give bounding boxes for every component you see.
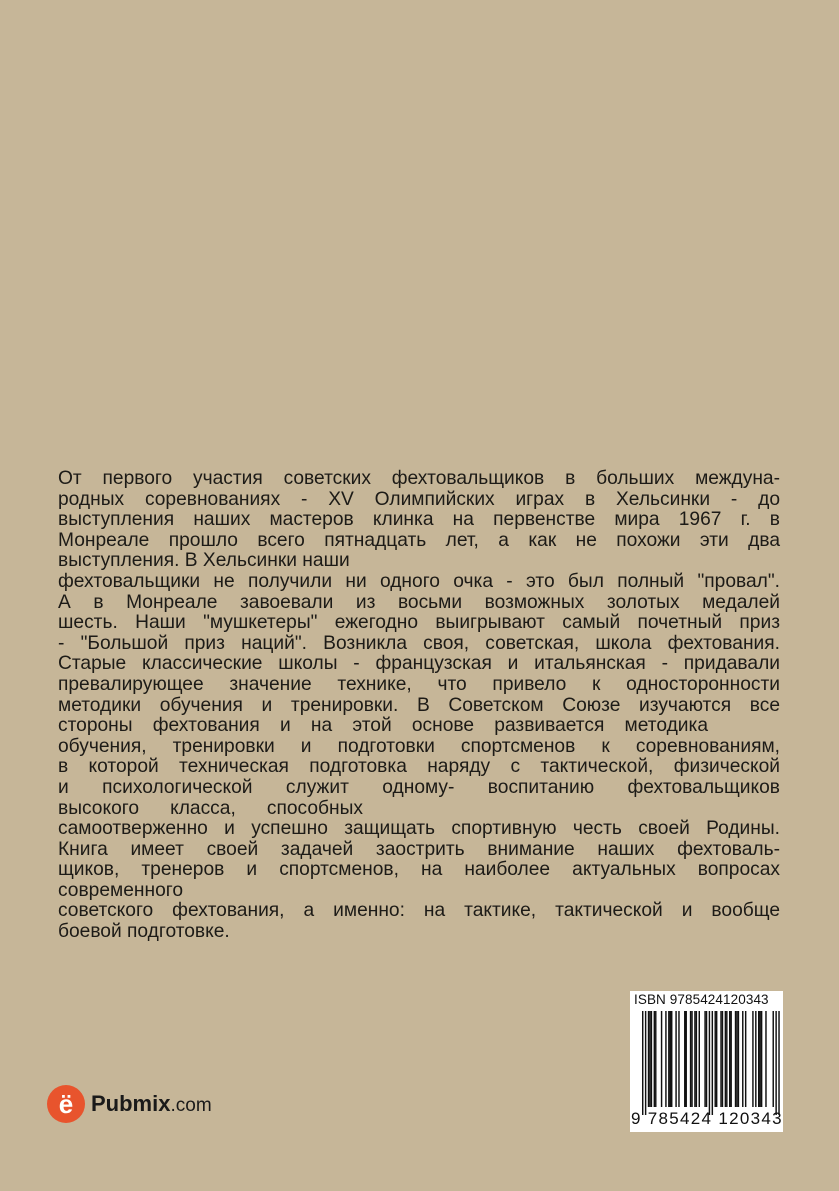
publisher-badge-icon: ё xyxy=(47,1085,85,1123)
blurb-line: Монреале прошло всего пятнадцать лет, а как не похожи эти два xyxy=(58,529,780,551)
blurb-line: в которой техническая подготовка наряду с тактической, физической xyxy=(58,756,780,778)
barcode-bar xyxy=(654,1011,655,1107)
blurb-line: выступления наших мастеров клинка на первенстве мира 1967 г. в xyxy=(58,509,780,531)
isbn-barcode xyxy=(630,991,783,1132)
barcode-bar xyxy=(690,1011,691,1107)
blurb-line: фехтовальщики не получили ни одного очка - это был полный "провал". xyxy=(58,570,780,592)
barcode-bar xyxy=(678,1011,679,1107)
blurb-line: шесть. Наши "мушкетеры" ежегодно выигрывают самый почетный приз xyxy=(58,612,780,634)
barcode-bar xyxy=(694,1011,695,1107)
barcode-bar xyxy=(696,1011,697,1107)
barcode-bar xyxy=(735,1011,736,1107)
publisher-logo xyxy=(47,1085,212,1123)
barcode-bar xyxy=(651,1011,652,1107)
barcode-bar xyxy=(720,1011,721,1107)
barcode-bar xyxy=(665,1011,666,1107)
barcode-bar xyxy=(661,1011,662,1107)
blurb-line: щиков, тренеров и спортсменов, на наиболее актуальных вопросах xyxy=(58,859,780,881)
barcode-bar xyxy=(736,1011,737,1107)
barcode-bar xyxy=(655,1011,656,1107)
barcode-bar xyxy=(686,1011,687,1107)
barcode-bar xyxy=(775,1011,776,1115)
blurb-line: советского фехтования, а именно: на тактике, тактической и вообще xyxy=(58,900,780,922)
barcode-bar xyxy=(755,1011,756,1107)
barcode-bar xyxy=(742,1011,743,1107)
blurb-line: От первого участия советских фехтовальщиков в больших междуна- xyxy=(58,468,780,489)
blurb-line: современного xyxy=(58,879,183,901)
blurb-line: А в Монреале завоевали из восьми возможных золотых медалей xyxy=(58,591,780,613)
blurb-line: методики обучения и тренировки. В Советском Союзе изучаются все xyxy=(58,694,780,716)
blurb-line: Книга имеет своей задачей заострить внимание наших фехтоваль- xyxy=(58,838,780,860)
barcode-bar xyxy=(716,1011,717,1107)
blurb-line: Старые классические школы - французская и итальянская - придавали xyxy=(58,653,780,675)
blurb-line: самоотверженно и успешно защищать спортивную честь своей Родины. xyxy=(58,818,780,840)
barcode-bar xyxy=(715,1011,716,1107)
barcode-bar xyxy=(668,1011,669,1107)
barcode-bar xyxy=(675,1011,676,1107)
barcode-bar xyxy=(773,1011,774,1107)
publisher-domain: .com xyxy=(170,1095,212,1116)
barcode-bar xyxy=(706,1011,707,1107)
isbn-digits: 9 785424 120343 xyxy=(631,1109,783,1128)
barcode-bar xyxy=(745,1011,746,1107)
barcode-bar xyxy=(649,1011,650,1107)
barcode-bar xyxy=(684,1011,685,1107)
barcode-bar xyxy=(642,1011,643,1115)
blurb-line: превалирующее значение технике, что привело к односторонности xyxy=(58,673,780,695)
barcode-bar xyxy=(778,1011,779,1115)
barcode-bar xyxy=(758,1011,759,1107)
blurb-line: - "Большой приз наций". Возникла своя, советская, школа фехтования. xyxy=(58,632,780,654)
blurb-line: обучения, тренировки и подготовки спортсменов к соревнованиям, xyxy=(58,735,780,757)
barcode-bar xyxy=(671,1011,672,1107)
barcode-bar xyxy=(699,1011,700,1107)
barcode-bar xyxy=(761,1011,762,1107)
barcode-bar xyxy=(726,1011,727,1107)
isbn-label: ISBN 9785424120343 xyxy=(634,992,769,1007)
barcode-bar xyxy=(752,1011,753,1107)
barcode-bar xyxy=(670,1011,671,1107)
barcode-bar xyxy=(712,1011,713,1115)
barcode-bar xyxy=(729,1011,730,1107)
publisher-name xyxy=(91,1091,212,1117)
blurb-line: и психологической служит одному- воспитанию фехтовальщиков xyxy=(58,776,780,798)
barcode-bar xyxy=(691,1011,692,1107)
barcode-bar xyxy=(648,1011,649,1107)
barcode-bar xyxy=(738,1011,739,1107)
barcode-bar xyxy=(722,1011,723,1107)
back-cover-blurb xyxy=(58,469,780,943)
blurb-line: выступления. В Хельсинки наши xyxy=(58,550,350,572)
blurb-line: стороны фехтования и на этой основе развивается методика xyxy=(58,715,708,737)
blurb-line: высокого класса, способных xyxy=(58,797,363,819)
barcode-bar xyxy=(730,1011,731,1107)
blurb-line: боевой подготовке. xyxy=(58,921,230,943)
barcode-bar xyxy=(759,1011,760,1107)
barcode-bar xyxy=(725,1011,726,1107)
publisher-name-text: Pubmix xyxy=(91,1091,171,1116)
blurb-line: родных соревнованиях - XV Олимпийских играх в Хельсинки - до xyxy=(58,488,780,510)
barcode-bar xyxy=(709,1011,710,1115)
barcode-bar xyxy=(765,1011,766,1107)
barcode-bar xyxy=(645,1011,646,1115)
barcode-bar xyxy=(704,1011,705,1107)
